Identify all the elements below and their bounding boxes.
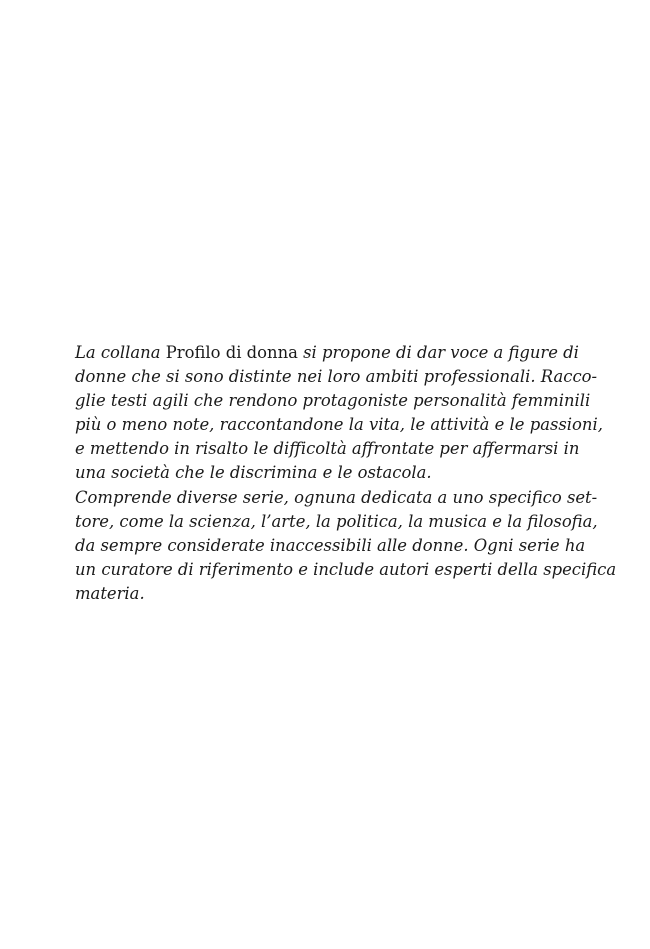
- text-line: più o meno note, raccontandone la vita, le attività e le passioni,: [75, 415, 603, 435]
- text-line: tore, come la scienza, l’arte, la politica, la musica e la filosofia,: [75, 511, 598, 531]
- text-line: Comprende diverse serie, ognuna dedicata a uno specifico set-: [75, 487, 598, 507]
- text-line: donne che si sono distinte nei loro ambiti professionali. Racco-: [75, 367, 598, 387]
- paragraph-series: [75, 486, 617, 606]
- series-title: Profilo di donna: [165, 343, 298, 362]
- text-fragment: si propone di dar voce a figure di: [297, 343, 579, 362]
- paragraph-intro: [75, 341, 603, 486]
- text-line: una società che le discrimina e le ostacola.: [75, 463, 432, 483]
- text-line: e mettendo in risalto le difficoltà affrontate per affermarsi in: [75, 439, 580, 459]
- text-line: un curatore di riferimento e include autori esperti della specifica: [75, 559, 617, 579]
- series-description: [75, 341, 617, 606]
- text-line: [75, 341, 578, 365]
- text-line: da sempre considerate inaccessibili alle donne. Ogni serie ha: [75, 535, 586, 555]
- text-line: glie testi agili che rendono protagoniste personalità femminili: [75, 391, 591, 411]
- text-line: materia.: [75, 583, 145, 603]
- text-fragment: La collana: [75, 343, 166, 362]
